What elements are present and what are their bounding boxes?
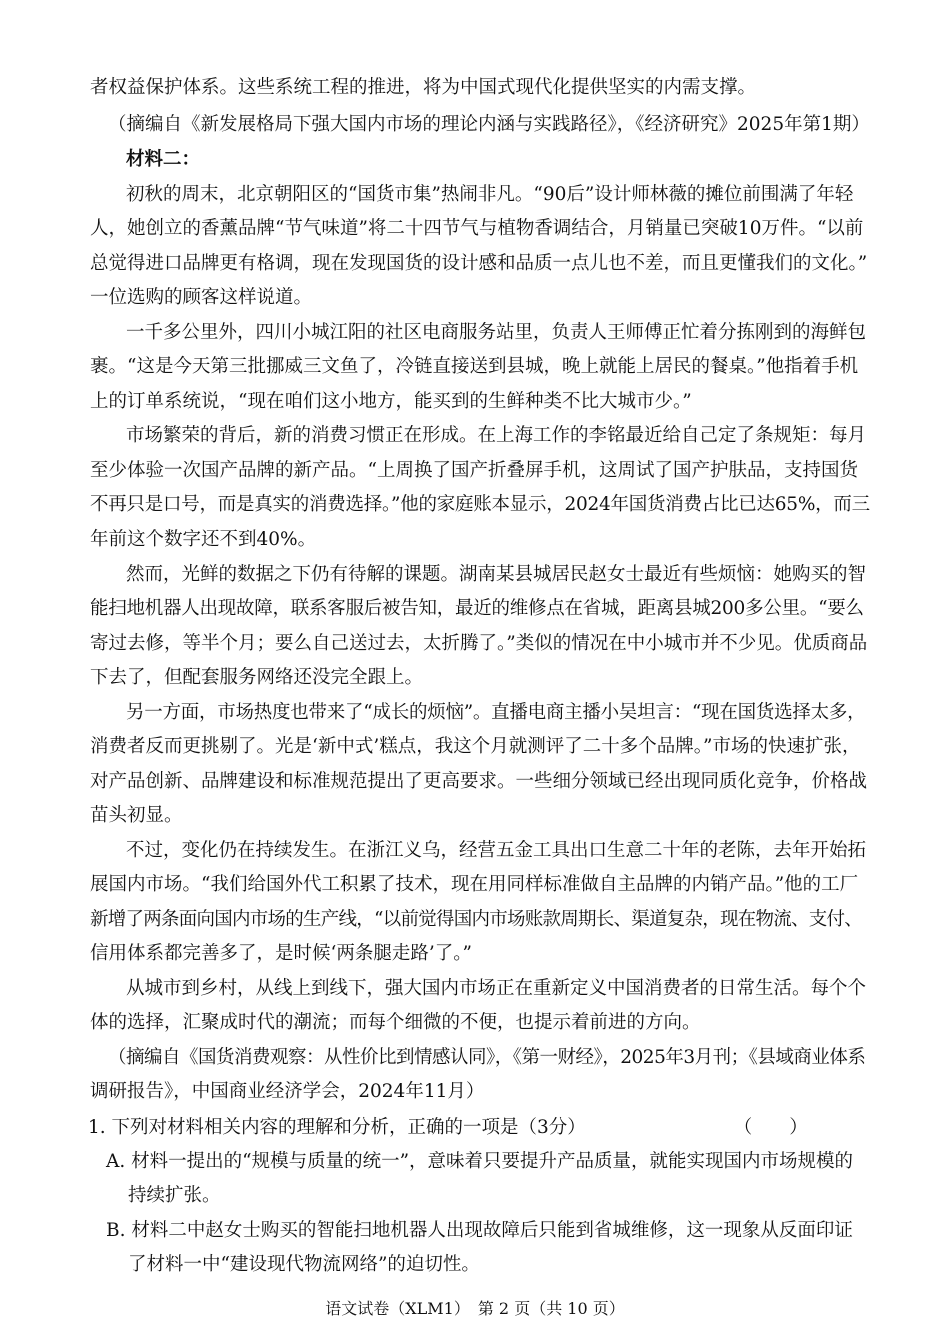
paragraph-line: 年前这个数字还不到40%。 xyxy=(90,529,317,550)
option-a-continued: 持续扩张。 xyxy=(128,1185,221,1206)
paragraph-line: 体的选择，汇聚成时代的潮流；而每个细微的不便，也提示着前进的方向。 xyxy=(90,1012,701,1033)
option-a: A. 材料一提出的“规模与质量的统一”，意味着只要提升产品质量，就能实现国内市场规模的 xyxy=(106,1151,854,1172)
paragraph-line: 对产品创新、品牌建设和标准规范提出了更高要求。一些细分领域已经出现同质化竞争，价格战 xyxy=(90,771,868,792)
paragraph-line: 至少体验一次国产品牌的新产品。“上周换了国产折叠屏手机，这周试了国产护肤品，支持国货 xyxy=(90,460,858,481)
paragraph-line: 市场繁荣的背后，新的消费习惯正在形成。在上海工作的李铭最近给自己定了条规矩：每月 xyxy=(126,425,867,446)
paragraph-line: 人，她创立的香薰品牌“节气味道”将二十四节气与植物香调结合，月销量已突破10万件。“以前 xyxy=(90,218,864,239)
paragraph-line: 从城市到乡村，从线上到线下，强大国内市场正在重新定义中国消费者的日常生活。每个个 xyxy=(126,978,867,999)
source-citation: （摘编自《新发展格局下强大国内市场的理论内涵与实践路径》，《经济研究》2025年第1期） xyxy=(108,114,870,135)
paragraph-line: 一位选购的顾客这样说道。 xyxy=(90,287,313,308)
paragraph-line: 一千多公里外，四川小城江阳的社区电商服务站里，负责人王师傅正忙着分拣刚到的海鲜包 xyxy=(126,322,867,343)
option-b: B. 材料二中赵女士购买的智能扫地机器人出现故障后只能到省城维修，这一现象从反面印证 xyxy=(106,1220,853,1241)
page-footer: 语文试卷（XLM1） 第 2 页（共 10 页） xyxy=(325,1299,625,1318)
paragraph-line: 能扫地机器人出现故障，联系客服后被告知，最近的维修点在省城，距离县城200多公里。“要么 xyxy=(90,598,864,619)
paragraph-line: 上的订单系统说，“现在咱们这小地方，能买到的生鲜种类不比大城市少。” xyxy=(90,391,692,412)
paragraph-line: 下去了，但配套服务网络还没完全跟上。 xyxy=(90,667,424,688)
source-citation: 调研报告》，中国商业经济学会，2024年11月） xyxy=(90,1081,485,1102)
paragraph-line: 苗头初显。 xyxy=(90,805,183,826)
paragraph-line: 不过，变化仍在持续发生。在浙江义乌，经营五金工具出口生意二十年的老陈，去年开始拓 xyxy=(126,840,867,861)
question-stem: 1. 下列对材料相关内容的理解和分析，正确的一项是（3分） （ ） xyxy=(88,1117,808,1138)
paragraph-line: 信用体系都完善多了，是时候‘两条腿走路’了。” xyxy=(90,943,472,964)
paragraph-line: 展国内市场。“我们给国外代工积累了技术，现在用同样标准做自主品牌的内销产品。”他的工厂 xyxy=(90,874,859,895)
paragraph-line: 新增了两条面向国内市场的生产线，“以前觉得国内市场账款周期长、渠道复杂，现在物流、支付、 xyxy=(90,909,862,930)
paragraph-line: 寄过去修，等半个月；要么自己送过去，太折腾了。”类似的情况在中小城市并不少见。优质商品 xyxy=(90,633,868,654)
paragraph-line: 然而，光鲜的数据之下仍有待解的课题。湖南某县城居民赵女士最近有些烦恼：她购买的智 xyxy=(126,564,867,585)
paragraph-line: 消费者反而更挑剔了。光是‘新中式’糕点，我这个月就测评了二十多个品牌。”市场的快速扩张， xyxy=(90,736,861,757)
text-line: 者权益保护体系。这些系统工程的推进，将为中国式现代化提供坚实的内需支撑。 xyxy=(90,77,757,98)
source-citation: （摘编自《国货消费观察：从性价比到情感认同》，《第一财经》，2025年3月刊；《县域商业体系 xyxy=(108,1047,866,1068)
paragraph-line: 裹。“这是今天第三批挪威三文鱼了，冷链直接送到县城，晚上就能上居民的餐桌。”他指着手机 xyxy=(90,356,859,377)
paragraph-line: 初秋的周末，北京朝阳区的“国货市集”热闹非凡。“90后”设计师林薇的摊位前围满了年轻 xyxy=(126,184,854,205)
paragraph-line: 另一方面，市场热度也带来了“成长的烦恼”。直播电商主播小吴坦言：“现在国货选择太多， xyxy=(126,702,866,723)
paragraph-line: 不再只是口号，而是真实的消费选择。”他的家庭账本显示，2024年国货消费占比已达65%，而三 xyxy=(90,494,870,515)
material-heading: 材料二： xyxy=(126,149,201,170)
option-b-continued: 了材料一中“建设现代物流网络”的迫切性。 xyxy=(128,1254,480,1275)
paragraph-line: 总觉得进口品牌更有格调，现在发现国货的设计感和品质一点儿也不差，而且更懂我们的文化。” xyxy=(90,253,868,274)
